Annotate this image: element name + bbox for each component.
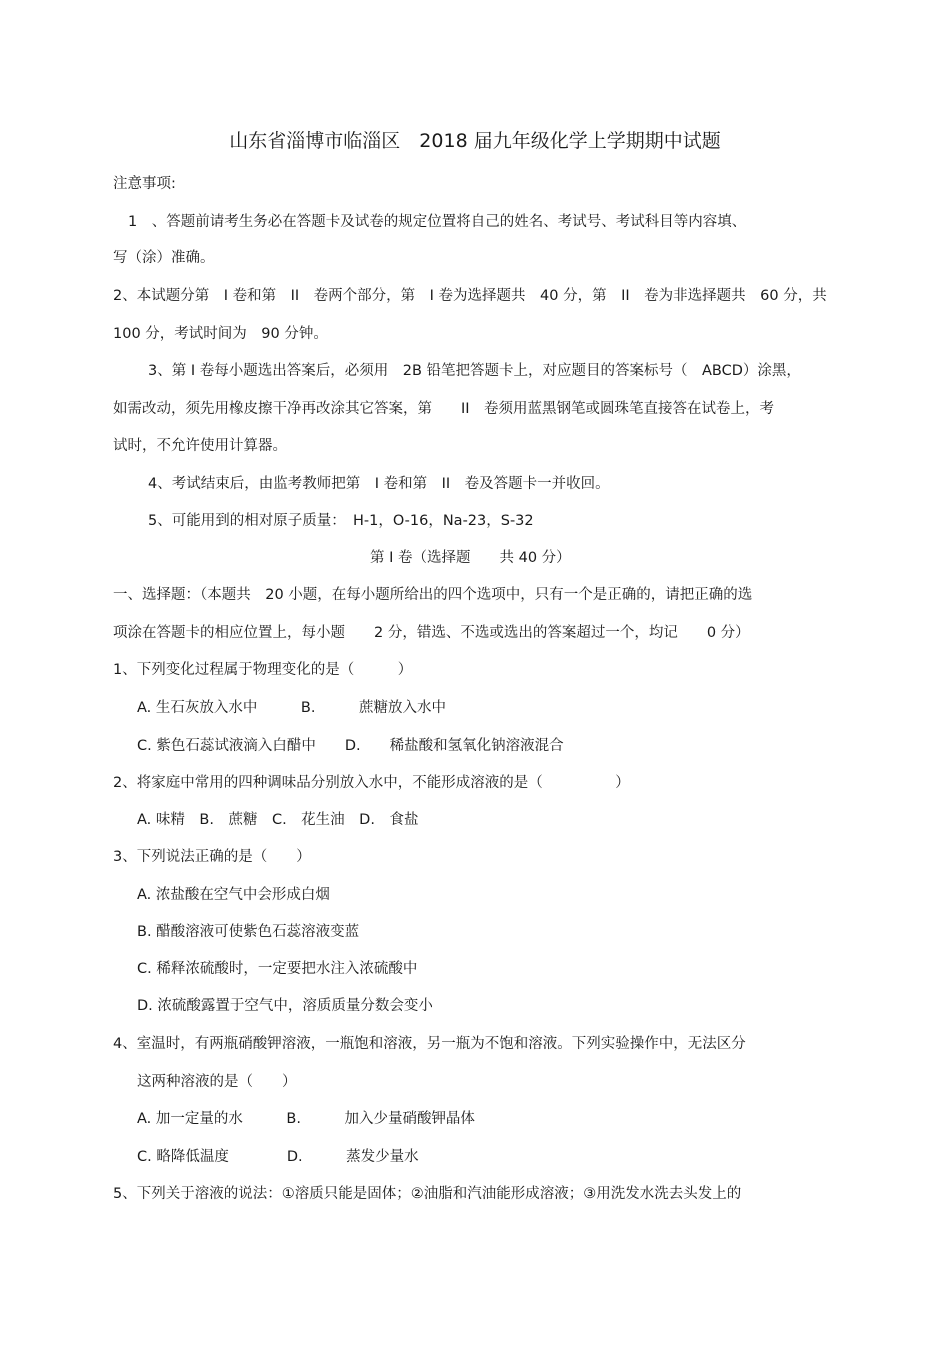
- notice-item-3: 3、第 I 卷每小题选出答案后，必须用 2B 铅笔把答题卡上，对应题目的答案标号（ ABCD）涂黑，: [148, 363, 801, 379]
- instructions-cont: 项涂在答题卡的相应位置上，每小题 2 分，错选、不选或选出的答案超过一个，均记 0 分）: [113, 625, 750, 641]
- question-1: 1、下列变化过程属于物理变化的是（ ）: [113, 662, 413, 678]
- question-4: 4、室温时，有两瓶硝酸钾溶液，一瓶饱和溶液，另一瓶为不饱和溶液。下列实验操作中，无法区分: [113, 1036, 746, 1052]
- question-5: 5、下列关于溶液的说法：①溶质只能是固体；②油脂和汽油能形成溶液；③用洗发水洗去头发上的: [113, 1186, 742, 1202]
- notice-item-2-cont: 100 分，考试时间为 90 分钟。: [113, 326, 328, 342]
- question-3: 3、下列说法正确的是（ ）: [113, 849, 311, 865]
- notice-item-4: 4、考试结束后，由监考教师把第 I 卷和第 II 卷及答题卡一并收回。: [148, 476, 610, 492]
- page-title: 山东省淄博市临淄区 2018 届九年级化学上学期期中试题: [229, 130, 721, 152]
- question-4-options-cd: C. 略降低温度 D. 蒸发少量水: [137, 1149, 419, 1165]
- instructions: 一、选择题：（本题共 20 小题，在每小题所给出的四个选项中，只有一个是正确的，请把正确的选: [113, 587, 753, 603]
- notice-heading: 注意事项:: [113, 176, 176, 192]
- notice-item-5: 5、可能用到的相对原子质量： H-1，O-16，Na-23，S-32: [148, 513, 534, 529]
- question-3-option-c: C. 稀释浓硫酸时，一定要把水注入浓硫酸中: [137, 961, 418, 977]
- question-4-cont: 这两种溶液的是（ ）: [137, 1074, 297, 1090]
- notice-item-2: 2、本试题分第 I 卷和第 II 卷两个部分，第 I 卷为选择题共 40 分，第 II 卷为非选择题共 60 分，共: [113, 288, 827, 304]
- notice-item-1-cont: 写（涂）准确。: [113, 250, 215, 266]
- question-4-options-ab: A. 加一定量的水 B. 加入少量硝酸钾晶体: [137, 1111, 475, 1127]
- notice-item-1: 1 、答题前请考生务必在答题卡及试卷的规定位置将自己的姓名、考试号、考试科目等内容填、: [128, 214, 747, 230]
- question-2: 2、将家庭中常用的四种调味品分别放入水中，不能形成溶液的是（ ）: [113, 775, 630, 791]
- notice-item-3-cont: 如需改动，须先用橡皮擦干净再改涂其它答案，第 II 卷须用蓝黑钢笔或圆珠笔直接答在试卷上，考: [113, 401, 775, 417]
- question-3-option-b: B. 醋酸溶液可使紫色石蕊溶液变蓝: [137, 924, 360, 940]
- section-heading: 第 I 卷（选择题 共 40 分）: [370, 550, 571, 566]
- question-1-options-cd: C. 紫色石蕊试液滴入白醋中 D. 稀盐酸和氢氧化钠溶液混合: [137, 738, 564, 754]
- question-1-options-ab: A. 生石灰放入水中 B. 蔗糖放入水中: [137, 700, 446, 716]
- question-3-option-d: D. 浓硫酸露置于空气中，溶质质量分数会变小: [137, 998, 433, 1014]
- question-2-options: A. 味精 B. 蔗糖 C. 花生油 D. 食盐: [137, 812, 419, 828]
- notice-item-3-cont2: 试时，不允许使用计算器。: [113, 438, 287, 454]
- question-3-option-a: A. 浓盐酸在空气中会形成白烟: [137, 887, 330, 903]
